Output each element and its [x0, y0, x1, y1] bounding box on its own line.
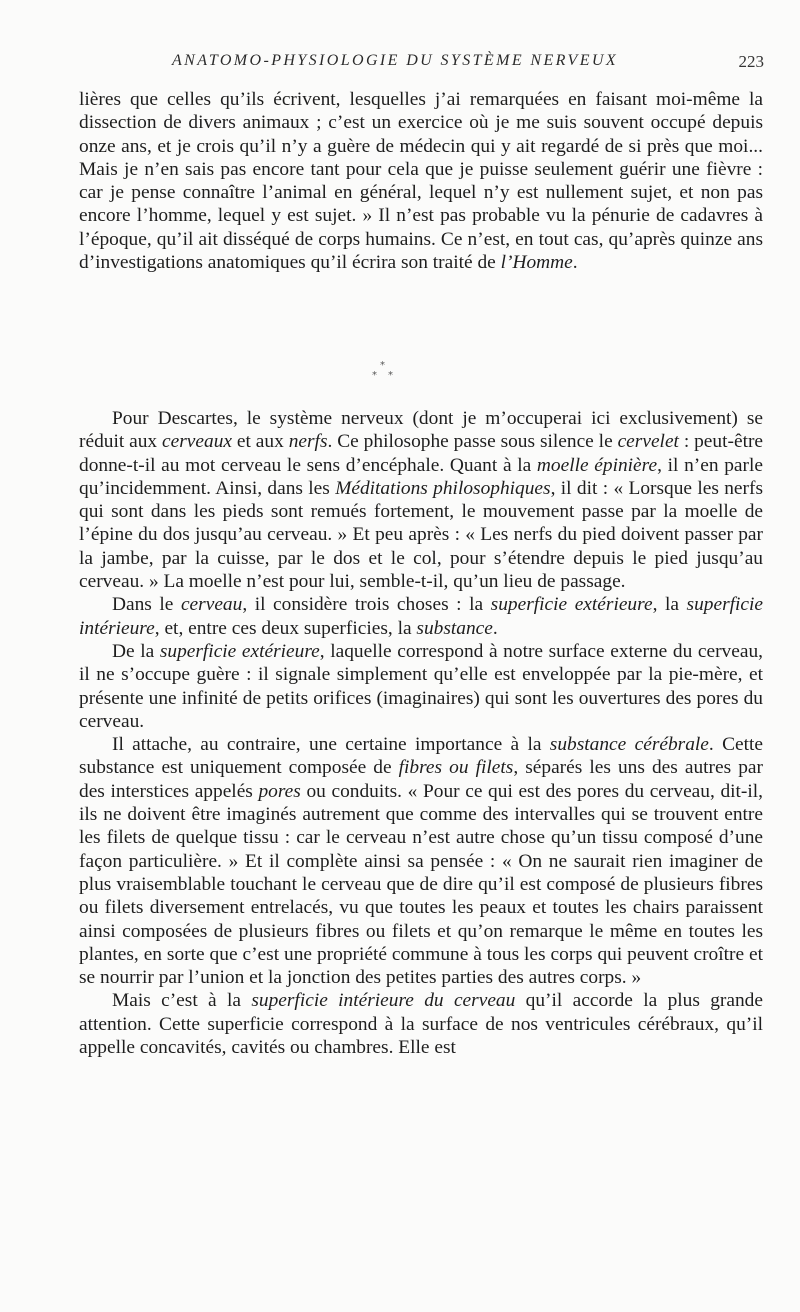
text-block-top: [79, 88, 763, 274]
title-meditations: Méditations philosophiques: [335, 477, 551, 499]
paragraph-descartes: [79, 407, 763, 593]
star-left: *: [372, 370, 377, 381]
page-number: 223: [738, 52, 764, 71]
paragraph-superficie-exterieure: [79, 640, 763, 733]
term-substance-cerebrale: substance cérébrale: [549, 734, 709, 756]
term-superficie-interieure-du-cerveau: superficie intérieure du cerveau: [251, 990, 516, 1012]
paragraph-continuation: [79, 88, 763, 274]
text-run: , il n’en parle qu’incidemment. Ainsi, dans les: [79, 454, 763, 499]
text-run: ou conduits. « Pour ce qui est des pores du cerveau, dit-il, ils ne doivent être imaginés autrement que comme des intervalles qui se trouvent entre les filets de quelque tissu : car le cerveau n’est autre chose qu’un tissu composé d’une façon particulière. » Et il complète ainsi sa pensée : « On ne saurait rien imaginer de plus vraisemblable touchant le cerveau que de dire qu’il est composé de plusieurs fibres ou filets diversement entrelacés, vu que toutes les peaux et toutes les chairs paraissent ainsi composées de plusieurs fibres ou filets et qu’on remarque le même en toutes les plantes, en sorte que c’est une propriété commune à tous les corps qui peuvent croître et se nourrir par l’union et la jonction des petites parties des autres corps. »: [79, 780, 763, 989]
text-run: , il considère trois choses : la: [242, 594, 491, 616]
text-run: qu’il accorde la plus grande attention. Cette superficie correspond à la surface de nos ventricules cérébraux, qu’il appelle concavités, cavités ou chambres. Elle est: [79, 990, 763, 1059]
text-run: et aux: [232, 431, 289, 453]
text-run: , laquelle correspond à notre surface externe du cerveau, il ne s’occupe guère : il signale simplement qu’elle est enveloppée par la pie-mère, et présente une infinité de petits orifices (imaginaires) qui sont les ouvertures des pores du cerveau.: [79, 640, 763, 732]
running-title: ANATOMO-PHYSIOLOGIE DU SYSTÈME NERVEUX: [172, 52, 619, 69]
p1-text: lières que celles qu’ils écrivent, lesquelles j’ai remarquées en faisant moi-même la dissection de divers animaux ; c’est un exercice où je me suis souvent occupé depuis onze ans, et je crois qu’il n’y a guère de médecin qui y ait regardé de si près que moi... Mais je n’en sais pas encore tant pour cela que je puisse seulement guérir une fièvre : car je pense connaître l’animal en général, lequel n’y est nullement sujet, et non pas encore l’homme, lequel y est sujet. » Il n’est pas probable vu la pénurie de cadavres à l’époque, qu’il ait disséqué de corps humains. Ce n’est, en tout cas, qu’après quinze ans d’investigations anatomiques qu’il écrira son traité de: [79, 89, 763, 274]
text-run: . Cette substance est uniquement composée de: [79, 734, 764, 779]
term-pores: pores: [258, 780, 301, 802]
work-title-homme: l’Homme: [500, 252, 573, 274]
term-substance: substance: [416, 617, 493, 639]
term-cerveaux: cerveaux: [162, 431, 233, 453]
text-run: Il attache, au contraire, une certaine importance à la: [112, 734, 550, 756]
paragraph-substance-cerebrale: [79, 733, 763, 989]
term-nerfs: nerfs: [288, 431, 328, 453]
term-superficie-exterieure: superficie extérieure: [159, 640, 320, 662]
star-right: *: [388, 370, 393, 381]
text-run: , il dit : « Lorsque les nerfs qui sont dans les pieds sont remués fortement, le mouvement passe par la moelle de l’épine du dos jusqu’au cerveau. » Et peu après : « Les nerfs du pied doivent passer par la jambe, par la cuisse, par le dos et le col, pour s’étendre depuis le pied jusqu’au cerveau. » La moelle n’est pour lui, semble-t-il, qu’un lieu de passage.: [79, 477, 763, 593]
paragraph-cerveau: [79, 593, 763, 640]
text-run: , la: [652, 594, 687, 616]
term-fibres-ou-filets: fibres ou filets: [398, 757, 514, 779]
paragraph-superficie-interieure: [79, 989, 763, 1059]
section-separator-icon: [372, 360, 432, 390]
text-run: , séparés les uns des autres par des interstices appelés: [79, 757, 763, 802]
text-run: Dans le: [112, 594, 181, 616]
text-run: : peut-être donne-t-il au mot cerveau le sens d’encéphale. Quant à la: [79, 431, 764, 476]
star-top: *: [380, 360, 385, 371]
term-cerveau: cerveau: [180, 594, 243, 616]
text-run: Pour Descartes, le système nerveux (dont je m’occuperai ici exclusivement) se réduit aux: [79, 408, 763, 453]
text-run: , et, entre ces deux superficies, la: [154, 617, 417, 639]
text-run: . Ce philosophe passe sous silence le: [327, 431, 618, 453]
p1-end: .: [572, 252, 578, 274]
text-run: .: [492, 617, 498, 639]
term-cervelet: cervelet: [617, 431, 679, 453]
term-superficie-exterieure: superficie extérieure: [490, 594, 653, 616]
text-block-main: [79, 407, 763, 1059]
term-moelle-epiniere: moelle épinière: [536, 454, 658, 476]
term-superficie-interieure: superficie intérieure: [79, 594, 763, 639]
text-run: Mais c’est à la: [112, 990, 252, 1012]
text-run: De la: [112, 640, 160, 662]
page-header: [172, 52, 764, 76]
